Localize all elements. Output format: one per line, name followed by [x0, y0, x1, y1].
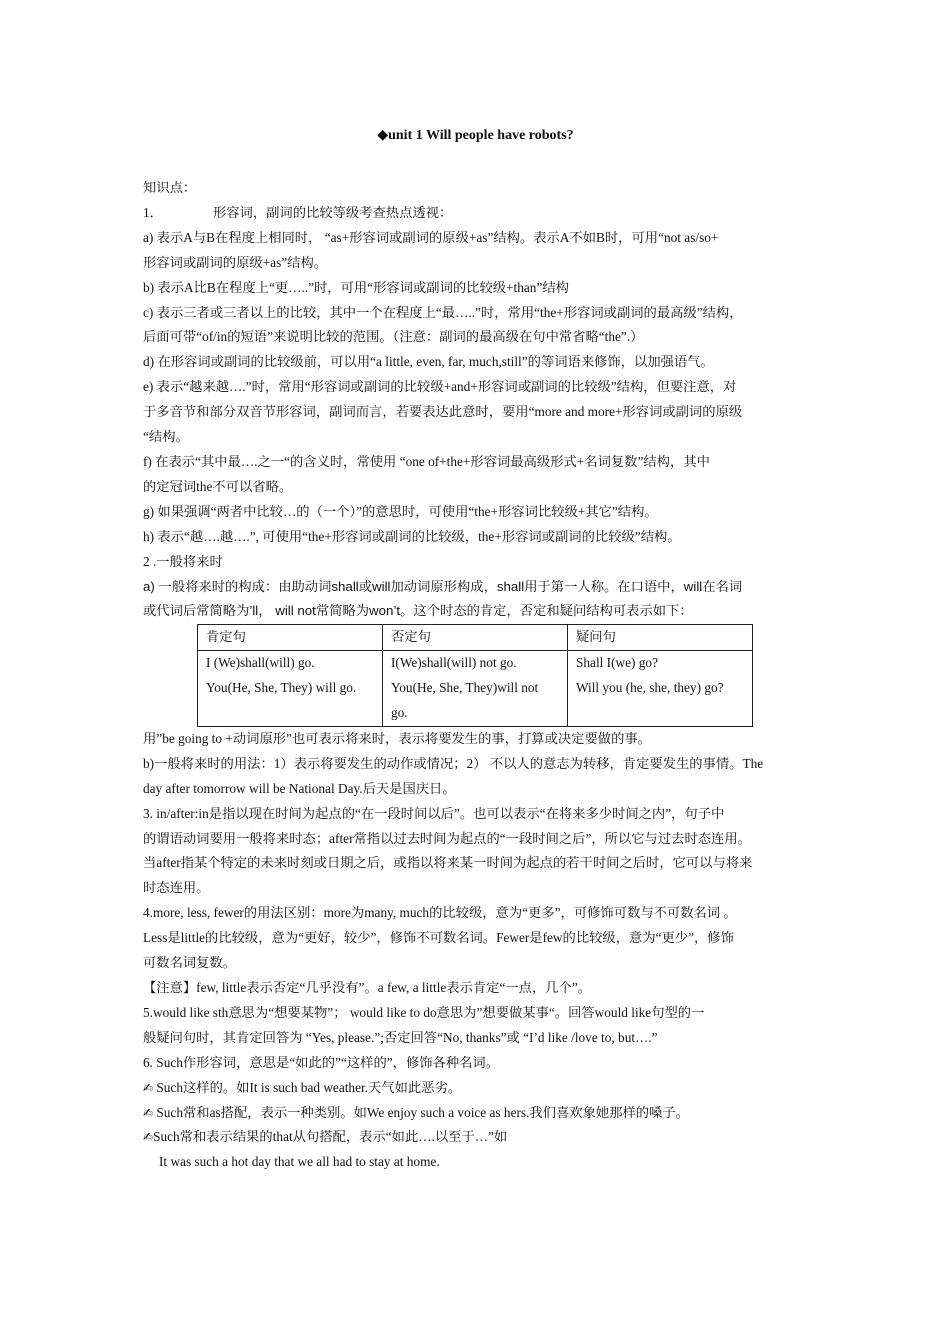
paragraph-line: b) 表示A比B在程度上“更…..”时，可用“形容词或副词的比较级+than”结构: [143, 279, 569, 295]
section-heading: 知识点：: [143, 180, 197, 195]
document-body: [143, 176, 808, 1175]
paragraph-line: h) 表示“越….越….”, 可使用“the+形容词或副词的比较级，the+形容词或副词的比较级”结构。: [143, 528, 681, 544]
table-row: [198, 651, 753, 727]
paragraph-line: 6. Such作形容词，意思是“如此的”“这样的”，修饰各种名词。: [143, 1054, 500, 1070]
paragraph-line: 形容词或副词的原级+as”结构。: [143, 254, 328, 270]
table-header-cell: 否定句: [383, 625, 568, 651]
paragraph-line: 4.more, less, fewer的用法区别：more为many, much的比较级，意为“更多”，可修饰可数与不可数名词 。: [143, 905, 737, 921]
paragraph-line: b)一般将来时的用法：1）表示将要发生的动作或情况；2） 不以人的意志为转移，肯定要发生的事情。The: [143, 755, 764, 771]
paragraph-line: 后面可带“of/in的短语”来说明比较的范围。（注意：副词的最高级在句中常省略“the”.）: [143, 329, 644, 345]
bullet-line: ✍ Such常和as搭配，表示一种类别。如We enjoy such a voice as hers.我们喜欢象她那样的嗓子。: [143, 1104, 689, 1120]
paragraph-line: a) 一般将来时的构成：由助动词shall或will加动词原形构成，shall用于第一人称。在口语中，will在名词: [143, 578, 743, 594]
paragraph-line: 用”be going to +动词原形”也可表示将来时，表示将要发生的事，打算或决定要做的事。: [143, 730, 651, 746]
paragraph-line: 时态连用。: [143, 880, 210, 896]
paragraph-line: e) 表示“越来越….”时，常用“形容词或副词的比较级+and+形容词或副词的比较级”结构，但要注意，对: [143, 379, 737, 395]
page-title: ◆unit 1 Will people have robots?: [377, 128, 574, 143]
section-2-heading: 2 .一般将来时: [143, 553, 223, 569]
paragraph-line: 的谓语动词要用一般将来时态；after常指以过去时间为起点的“一段时间之后”，所以它与过去时态连用。: [143, 830, 751, 846]
table-cell-negative: I(We)shall(will) not go. You(He, She, They)will not go.: [383, 651, 568, 727]
paragraph-line: 可数名词复数。: [143, 955, 237, 971]
paragraph-line: d) 在形容词或副词的比较级前，可以用“a little, even, far, much,still”的等词语来修饰，以加强语气。: [143, 354, 714, 370]
paragraph-line: 于多音节和部分双音节形容词，副词而言，若要表达此意时，要用“more and more+形容词或副词的原级: [143, 404, 743, 420]
paragraph-line: f) 在表示“其中最….之一“的含义时，常使用 “one of+the+形容词最高级形式+名词复数”结构，其中: [143, 453, 710, 469]
paragraph-line: 或代词后常简略为’ll， will not常简略为won’t。这个时态的肯定，否定和疑问结构可表示如下：: [143, 603, 693, 619]
paragraph-line: 的定冠词the不可以省略。: [143, 478, 293, 494]
paragraph-line: a) 表示A与B在程度上相同时， “as+形容词或副词的原级+as”结构。表示A不如B时，可用“not as/so+: [143, 229, 719, 245]
example-line: It was such a hot day that we all had to stay at home.: [159, 1154, 440, 1170]
paragraph-line: 5.would like sth意思为“想要某物”； would like to do意思为”想要做某事“。回答would like句型的一: [143, 1004, 705, 1020]
paragraph-line: g) 如果强调“两者中比较…的（一个）”的意思时，可使用“the+形容词比较级+其它”结构。: [143, 503, 658, 519]
table-header-cell: 肯定句: [198, 625, 383, 651]
paragraph-line: “结构。: [143, 429, 189, 445]
table-cell-affirmative: I (We)shall(will) go. You(He, She, They) will go.: [198, 651, 383, 727]
paragraph-line: 3. in/after:in是指以现在时间为起点的“在一段时间以后”。也可以表示“在将来多少时间之内”，句子中: [143, 805, 725, 821]
pen-icon: ✍: [143, 1130, 154, 1145]
paragraph-line: day after tomorrow will be National Day.后天是国庆日。: [143, 780, 456, 796]
bullet-line: ✍ Such这样的。如It is such bad weather.天气如此恶劣。: [143, 1079, 462, 1095]
table-cell-interrogative: Shall I(we) go? Will you (he, she, they) go?: [568, 651, 753, 727]
paragraph-line: Less是little的比较级，意为“更好，较少”，修饰不可数名词。Fewer是few的比较级，意为“更少”，修饰: [143, 930, 734, 946]
table-header-cell: 疑问句: [568, 625, 753, 651]
paragraph-line: 当after指某个特定的未来时刻或日期之后，或指以将来某一时间为起点的若干时间之后时，它可以与将来: [143, 855, 753, 871]
note-line: 【注意】few, little表示否定“几乎没有”。a few, a little表示肯定“一点，几个”。: [143, 980, 592, 995]
table-header-row: [198, 625, 753, 651]
paragraph-line: 般疑问句时，其肯定回答为 “Yes, please.”;否定回答“No, thanks”或 “I’d like /love to, but….”: [143, 1029, 658, 1045]
pen-icon: ✍: [143, 1080, 154, 1095]
future-tense-table: [197, 624, 753, 727]
paragraph-line: c) 表示三者或三者以上的比较，其中一个在程度上“最…..”时，常用“the+形容词或副词的最高级”结构，: [143, 304, 743, 320]
bullet-line: ✍Such常和表示结果的that从句搭配，表示“如此….以至于…”如: [143, 1129, 508, 1145]
section-1-heading: 1． 形容词，副词的比较等级考查热点透视：: [143, 204, 453, 220]
pen-icon: ✍: [143, 1105, 154, 1120]
